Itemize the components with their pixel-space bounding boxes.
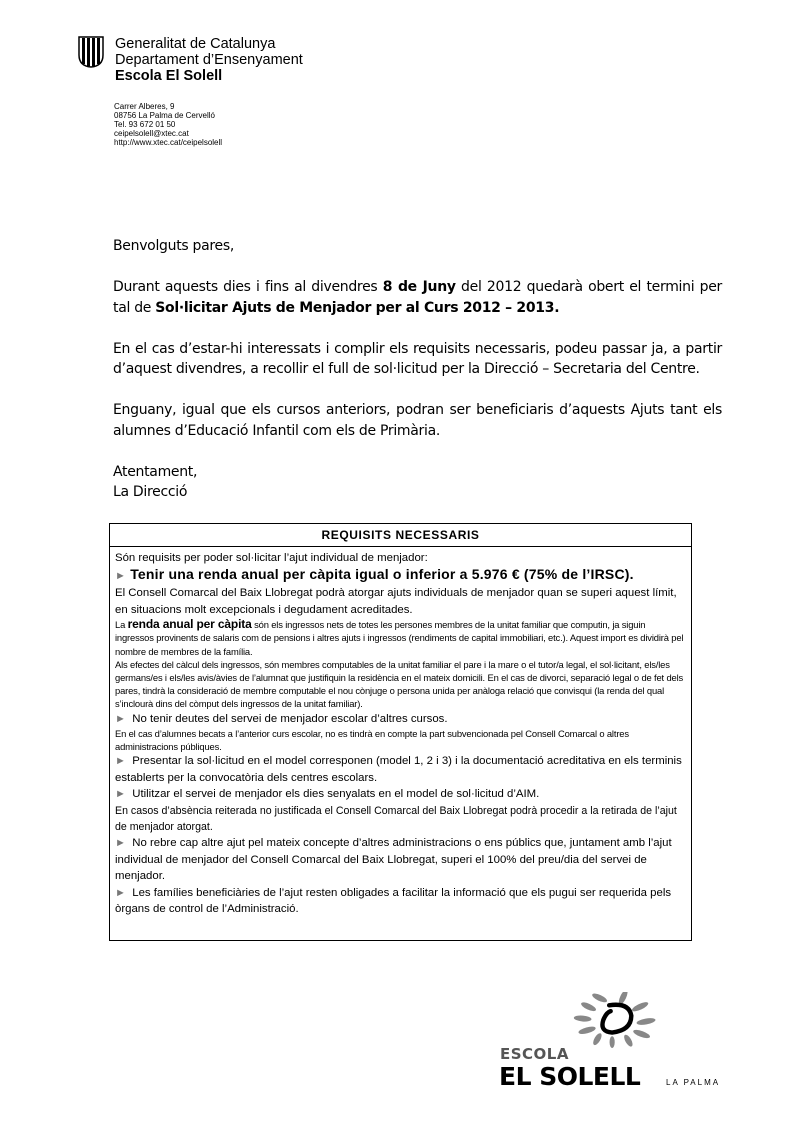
logo-la-palma: LA PALMA — [666, 1078, 721, 1087]
def-text-b: són els ingressos nets de totes les persones membres de la unitat familiar que computin, ja siguin — [251, 619, 646, 631]
school-logo — [500, 992, 725, 1092]
bullet-icon: ► — [115, 886, 126, 899]
requirement-5 — [115, 835, 687, 884]
requirement-5-title: No rebre cap altre ajut pel mateix concepte d’altres administracions o ens públics que, juntament amb l’ajut individual de menjador del Consell Comarcal del Baix Llobregat, superi el 100% del preu/dia del servei de menjador. — [115, 837, 672, 883]
org-line-1: Generalitat de Catalunya — [115, 36, 276, 52]
address-city: 08756 La Palma de Cervelló — [114, 111, 215, 120]
bullet-icon: ► — [115, 712, 126, 725]
letterhead — [115, 36, 303, 84]
requirement-4 — [115, 786, 687, 802]
paragraph-eligibility: Enguany, igual que els cursos anteriors, podran ser beneficiaris d’aquests Ajuts tant els alumnes d’Educació Infantil com els de Primària. — [113, 402, 722, 439]
address-email[interactable]: ceipelsolell@xtec.cat — [114, 129, 189, 138]
address-web[interactable]: http://www.xtec.cat/ceipelsolell — [114, 138, 223, 147]
requirement-1-income-sources: ingressos provinents de salaris com de pensions i altres ajuts i ingressos (rendiments de capital immobiliari, etc.). Aquest import es dividirà pel nombre de membres de la família. — [115, 632, 684, 657]
bullet-icon: ► — [115, 788, 126, 801]
requirements-body — [110, 547, 691, 920]
requirement-3 — [115, 753, 687, 786]
logo-escola: ESCOLA — [500, 1045, 569, 1063]
def-bold: renda anual per càpita — [127, 617, 252, 632]
p1-text-b: del 2012 quedarà obert el termini per tal de — [113, 279, 722, 316]
bullet-icon: ► — [115, 755, 126, 768]
requirements-title: REQUISITS NECESSARIS — [110, 524, 691, 547]
deadline-date: 8 de Juny — [382, 279, 456, 295]
requirement-1-title: Tenir una renda anual per càpita igual o inferior a 5.976 € (75% de l’IRSC). — [130, 566, 634, 583]
greeting: Benvolguts pares, — [113, 238, 234, 254]
subject-bold: Sol·licitar Ajuts de Menjador per al Curs 2012 – 2013. — [155, 299, 560, 316]
requirement-4-note: En casos d’absència reiterada no justificada el Consell Comarcal del Baix Llobregat podrà procedir a la retirada de l’ajut de menjador atorgat. — [115, 804, 677, 834]
letter-body — [113, 236, 722, 503]
catalonia-crest-icon — [78, 35, 104, 68]
signature: La Direcció — [113, 484, 188, 500]
address-phone: Tel. 93 672 01 50 — [114, 120, 176, 129]
requirement-4-title: Utilitzar el servei de menjador els dies senyalats en el model de sol·licitud d’AIM. — [132, 788, 540, 801]
requirements-intro: Són requisits per poder sol·licitar l’ajut individual de menjador: — [115, 552, 428, 564]
requirement-2 — [115, 711, 687, 727]
p1-text-a: Durant aquests dies i fins al divendres — [113, 279, 383, 295]
requirement-1 — [115, 566, 687, 585]
org-line-2: Departament d’Ensenyament — [115, 52, 303, 68]
paragraph-instructions: En el cas d’estar-hi interessats i complir els requisits necessaris, podeu passar ja, a partir d’aquest divendres, a recollir el full de sol·licitud per la Direcció – Secretaria del Centre. — [113, 340, 722, 377]
requirement-6 — [115, 885, 687, 918]
address-block — [114, 102, 222, 147]
address-street: Carrer Alberes, 9 — [114, 102, 175, 111]
requirement-1-definition — [115, 618, 687, 631]
requirement-1-members: Als efectes del càlcul dels ingressos, són membres computables de la unitat familiar el pare i la mare o el tutor/a legal, el sol·licitant, els/les germans/es i els/les avis/àvies de l’alumnat que justifiquin la residència en el mateix domicili. En el cas de divorci, separació legal o de fet dels pares, tindrà la consideració de membre computable el nou cònjuge o persona unida per anàloga relació que convisqui (la renda del qual s’inclourà dins del còmput dels ingressos de la unitat familiar). — [115, 658, 684, 710]
bullet-icon: ► — [115, 837, 126, 850]
requirement-6-title: Les famílies beneficiàries de l’ajut resten obligades a facilitar la informació que els pugui ser requerida pels òrgans de control de l’Administració. — [115, 886, 672, 916]
school-name: Escola El Solell — [115, 68, 223, 84]
closing: Atentament, — [113, 463, 198, 480]
bullet-icon: ► — [115, 570, 127, 583]
logo-el-solell: EL SOLELL — [499, 1062, 641, 1091]
requirement-1-note: El Consell Comarcal del Baix Llobregat podrà atorgar ajuts individuals de menjador quan se superi aquest límit, en situacions molt excepcionals i degudament acreditades. — [115, 587, 677, 616]
requirement-2-title: No tenir deutes del servei de menjador escolar d’altres cursos. — [132, 712, 448, 725]
sun-logo-icon — [500, 992, 725, 1048]
def-text-a: La — [115, 619, 128, 631]
paragraph-deadline — [113, 277, 722, 318]
requirements-box — [109, 523, 692, 941]
requirement-2-note: En el cas d’alumnes becats a l’anterior curs escolar, no es tindrà en compte la part subvencionada pel Consell Comarcal o altres administracions públiques. — [115, 728, 629, 753]
requirement-3-title: Presentar la sol·licitud en el model corresponen (model 1, 2 i 3) i la documentació acreditativa en els terminis establerts per la convocatòria dels centres escolars. — [115, 755, 682, 784]
